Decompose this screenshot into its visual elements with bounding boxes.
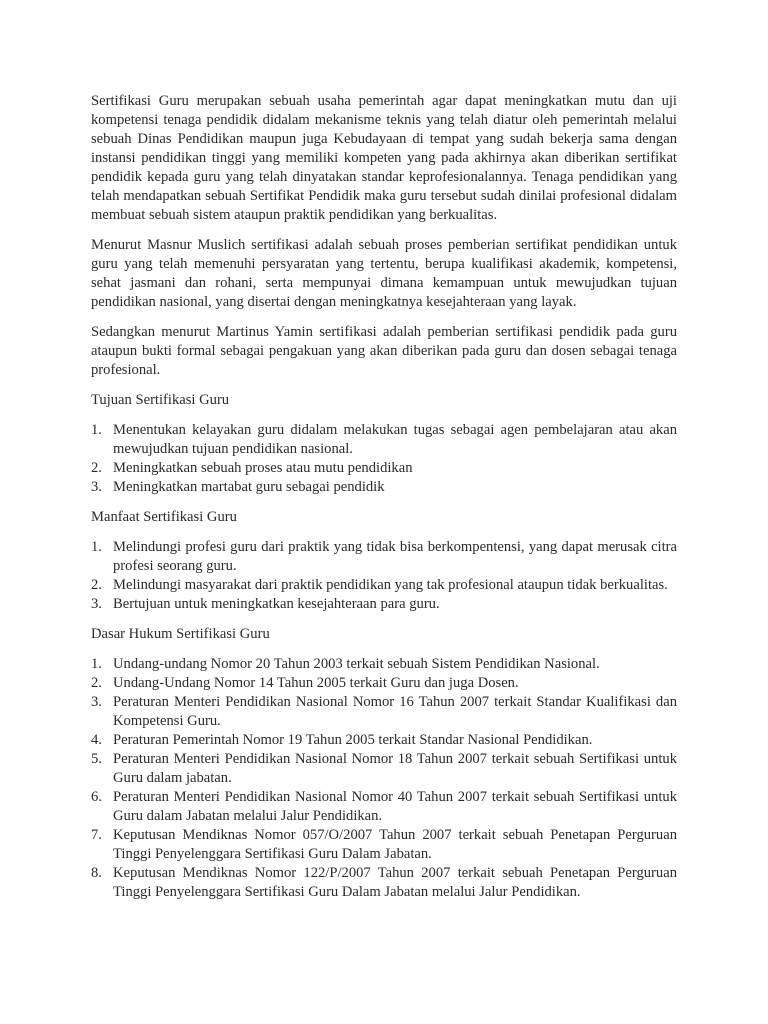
list-item [91,595,677,614]
section-heading-dasar-hukum: Dasar Hukum Sertifikasi Guru [91,626,270,642]
list-number: 4. [91,732,102,748]
list-item-text: Melindungi profesi guru dari praktik yang tidak bisa berkompentensi, yang dapat merusak citra profesi seorang guru. [113,539,677,574]
list-item-text: Keputusan Mendiknas Nomor 057/O/2007 Tahun 2007 terkait sebuah Penetapan Perguruan Tinggi Penyelenggara Sertifikasi Guru Dalam Jabatan. [113,827,677,862]
list-number: 8. [91,865,102,881]
list-item-text: Peraturan Menteri Pendidikan Nasional Nomor 18 Tahun 2007 terkait sebuah Sertifikasi untuk Guru dalam jabatan. [113,751,677,786]
section-heading-tujuan: Tujuan Sertifikasi Guru [91,392,230,408]
list-number: 6. [91,789,102,805]
list-manfaat [91,538,677,614]
paragraph-martinus-yamin: Sedangkan menurut Martinus Yamin sertifikasi adalah pemberian sertifikasi pendidik pada guru ataupun bukti formal sebagai pengakuan yang akan diberikan pada guru dan dosen sebagai tenaga profesional. [91,324,677,378]
list-item [91,864,677,902]
list-number: 3. [91,596,102,612]
list-item [91,788,677,826]
list-dasar-hukum [91,655,677,902]
list-number: 1. [91,422,102,438]
list-item [91,731,677,750]
list-number: 2. [91,460,102,476]
list-number: 3. [91,479,102,495]
list-number: 5. [91,751,102,767]
list-item-text: Undang-Undang Nomor 14 Tahun 2005 terkait Guru dan juga Dosen. [113,675,519,691]
list-item [91,655,677,674]
list-item-text: Undang-undang Nomor 20 Tahun 2003 terkait sebuah Sistem Pendidikan Nasional. [113,656,600,672]
list-number: 3. [91,694,102,710]
document-page [91,92,677,913]
list-item [91,826,677,864]
list-item [91,421,677,459]
list-item [91,674,677,693]
list-item-text: Melindungi masyarakat dari praktik pendidikan yang tak profesional ataupun tidak berkualitas. [113,577,668,593]
list-tujuan [91,421,677,497]
list-item-text: Meningkatkan sebuah proses atau mutu pendidikan [113,460,413,476]
list-item [91,693,677,731]
list-item [91,459,677,478]
paragraph-masnur-muslich: Menurut Masnur Muslich sertifikasi adalah sebuah proses pemberian sertifikat pendidikan untuk guru yang telah memenuhi persyaratan yang tertentu, berupa kualifikasi akademik, kompetensi, sehat jasmani dan rohani, serta mempunyai dimana kemampuan untuk mewujudkan tujuan pendidikan nasional, yang disertai dengan meningkatnya kesejahteraan yang layak. [91,237,677,310]
list-item-text: Bertujuan untuk meningkatkan kesejahteraan para guru. [113,596,440,612]
list-item [91,538,677,576]
list-number: 1. [91,539,102,555]
list-item-text: Peraturan Menteri Pendidikan Nasional Nomor 16 Tahun 2007 terkait Standar Kualifikasi dan Kompetensi Guru. [113,694,677,729]
list-item [91,478,677,497]
list-item-text: Keputusan Mendiknas Nomor 122/P/2007 Tahun 2007 terkait sebuah Penetapan Perguruan Tinggi Penyelenggara Sertifikasi Guru Dalam Jabatan melalui Jalur Pendidikan. [113,865,677,900]
list-item-text: Meningkatkan martabat guru sebagai pendidik [113,479,385,495]
list-item [91,750,677,788]
list-number: 1. [91,656,102,672]
list-number: 2. [91,577,102,593]
list-item-text: Peraturan Menteri Pendidikan Nasional Nomor 40 Tahun 2007 terkait sebuah Sertifikasi untuk Guru dalam Jabatan melalui Jalur Pendidikan. [113,789,677,824]
list-number: 2. [91,675,102,691]
section-heading-manfaat: Manfaat Sertifikasi Guru [91,509,237,525]
paragraph-intro: Sertifikasi Guru merupakan sebuah usaha pemerintah agar dapat meningkatkan mutu dan uji kompetensi tenaga pendidik didalam mekanisme teknis yang telah diatur oleh pemerintah melalui sebuah Dinas Pendidikan maupun juga Kebudayaan di tempat yang sudah bekerja sama dengan instansi pendidikan tinggi yang memiliki kompeten yang pada akhirnya akan diberikan sertifikat pendidik kepada guru yang telah dinyatakan standar keprofesionalannya. Tenaga pendidikan yang telah mendapatkan sebuah Sertifikat Pendidik maka guru tersebut sudah dinilai profesional didalam membuat sebuah sistem ataupun praktik pendidikan yang berkualitas. [91,93,677,223]
list-item-text: Peraturan Pemerintah Nomor 19 Tahun 2005 terkait Standar Nasional Pendidikan. [113,732,593,748]
list-number: 7. [91,827,102,843]
list-item [91,576,677,595]
list-item-text: Menentukan kelayakan guru didalam melakukan tugas sebagai agen pembelajaran atau akan mewujudkan tujuan pendidikan nasional. [113,422,677,457]
